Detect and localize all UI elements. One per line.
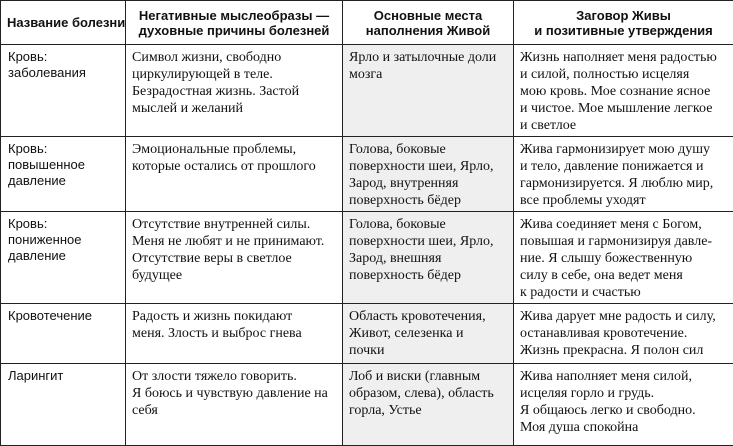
affirmation-cell: Жизнь наполняет меня радостью и силой, полностью исцеляя мою кровь. Мое сознание ясное и чистое. Мое мышление легкое и светлое: [514, 45, 733, 137]
places-cell: Лоб и виски (главным образом, слева), область горла, Устье: [343, 364, 514, 446]
header-negative-thoughts: Негативные мыслеобразы — духовные причины болезней: [126, 1, 343, 45]
header-zhiva-affirmations: Заговор Живы и позитивные утверждения: [514, 1, 733, 45]
header-row: [1, 1, 733, 45]
table-row: [1, 212, 733, 304]
disease-name-cell: Кровь: пониженное давление: [1, 212, 126, 304]
disease-name-cell: Ларингит: [1, 364, 126, 446]
causes-cell: Отсутствие внутренней силы. Меня не любят и не принимают. Отсутствие веры в светлое будущее: [126, 212, 343, 304]
affirmation-cell: Жива наполняет меня силой, исцеляя горло и грудь. Я общаюсь легко и свободно. Моя душа спокойна: [514, 364, 733, 446]
table-row: [1, 364, 733, 446]
causes-cell: Символ жизни, свободно циркулирующей в теле. Безрадостная жизнь. Застой мыслей и желаний: [126, 45, 343, 137]
places-cell: Голова, боковые поверхности шеи, Ярло, Зарод, внешняя поверхность бёдер: [343, 212, 514, 304]
causes-cell: От злости тяжело говорить. Я боюсь и чувствую давление на себя: [126, 364, 343, 446]
affirmation-cell: Жива соединяет меня с Богом, повышая и гармонизируя давле- ние. Я слышу божественную силу в себе, она ведет меня к радости и счастью: [514, 212, 733, 304]
causes-cell: Радость и жизнь покидают меня. Злость и выброс гнева: [126, 304, 343, 364]
disease-name-cell: Кровь: повышенное давление: [1, 137, 126, 212]
disease-name-cell: Кровь: заболевания: [1, 45, 126, 137]
places-cell: Голова, боковые поверхности шеи, Ярло, Зарод, внутренняя поверхность бёдер: [343, 137, 514, 212]
places-cell: Область кровотечения, Живот, селезенка и почки: [343, 304, 514, 364]
disease-name-cell: Кровотечение: [1, 304, 126, 364]
table-row: [1, 304, 733, 364]
header-disease-name: Название болезни: [1, 1, 126, 45]
affirmation-cell: Жива дарует мне радость и силу, останавливая кровотечение. Жизнь прекрасна. Я полон сил: [514, 304, 733, 364]
places-cell: Ярло и затылочные доли мозга: [343, 45, 514, 137]
table-row: [1, 137, 733, 212]
table-row: [1, 45, 733, 137]
affirmation-cell: Жива гармонизирует мою душу и тело, давление понижается и гармонизируется. Я люблю мир, все проблемы уходят: [514, 137, 733, 212]
causes-cell: Эмоциональные проблемы, которые остались от прошлого: [126, 137, 343, 212]
header-zhiva-places: Основные места наполнения Живой: [343, 1, 514, 45]
